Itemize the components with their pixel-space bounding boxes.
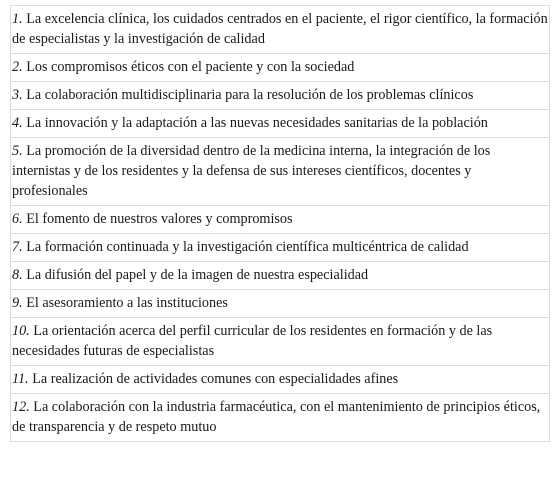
list-item [11, 138, 550, 206]
table-row [11, 290, 550, 318]
item-text: La colaboración con la industria farmacéutica, con el mantenimiento de principios éticos, de transparencia y de respeto mutuo [12, 399, 541, 435]
table-row [11, 206, 550, 234]
item-text: El fomento de nuestros valores y compromisos [22, 211, 293, 227]
objectives-table [10, 5, 550, 442]
item-number: 12. [12, 399, 30, 415]
item-number: 11. [12, 371, 29, 387]
item-number: 5. [12, 143, 23, 159]
item-number: 4. [12, 115, 23, 131]
table-row [11, 262, 550, 290]
item-text: La orientación acerca del perfil curricular de los residentes en formación y de las necesidades futuras de especialistas [12, 323, 493, 359]
table-row [11, 366, 550, 394]
item-text: La realización de actividades comunes con especialidades afines [28, 371, 399, 387]
item-text: El asesoramiento a las instituciones [22, 295, 228, 311]
table-row [11, 234, 550, 262]
item-number: 2. [12, 59, 23, 75]
item-number: 9. [12, 295, 23, 311]
table-row [11, 394, 550, 442]
table-row [11, 82, 550, 110]
list-item [11, 318, 550, 366]
item-number: 1. [12, 11, 23, 27]
item-number: 7. [12, 239, 23, 255]
list-item [11, 206, 550, 234]
item-text: La excelencia clínica, los cuidados centrados en el paciente, el rigor científico, la formación de especialistas y la investigación de calidad [12, 11, 548, 47]
list-item [11, 262, 550, 290]
item-number: 10. [12, 323, 30, 339]
list-item [11, 290, 550, 318]
item-text: La formación continuada y la investigación científica multicéntrica de calidad [22, 239, 469, 255]
table-row [11, 6, 550, 54]
table-row [11, 138, 550, 206]
item-number: 3. [12, 87, 23, 103]
item-text: La innovación y la adaptación a las nuevas necesidades sanitarias de la población [22, 115, 488, 131]
item-text: Los compromisos éticos con el paciente y con la sociedad [22, 59, 355, 75]
item-text: La promoción de la diversidad dentro de la medicina interna, la integración de los internistas y de los residentes y la defensa de sus intereses científicos, docentes y profesionales [12, 143, 491, 199]
item-number: 8. [12, 267, 23, 283]
item-text: La colaboración multidisciplinaria para la resolución de los problemas clínicos [22, 87, 474, 103]
list-item [11, 366, 550, 394]
item-number: 6. [12, 211, 23, 227]
list-item [11, 110, 550, 138]
list-item [11, 394, 550, 442]
list-item [11, 6, 550, 54]
list-item [11, 234, 550, 262]
list-item [11, 54, 550, 82]
table-row [11, 54, 550, 82]
list-item [11, 82, 550, 110]
item-text: La difusión del papel y de la imagen de nuestra especialidad [22, 267, 369, 283]
table-row [11, 110, 550, 138]
table-row [11, 318, 550, 366]
